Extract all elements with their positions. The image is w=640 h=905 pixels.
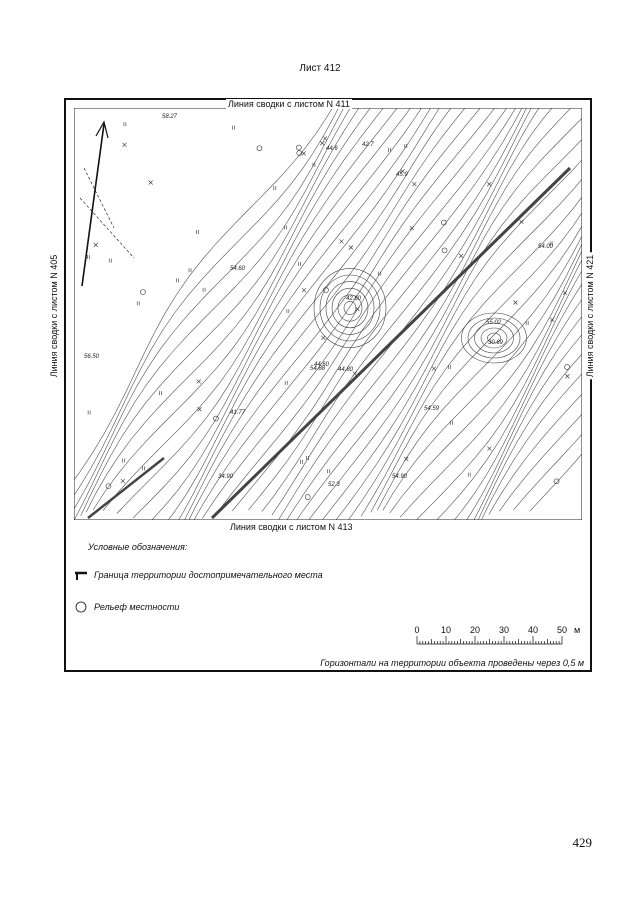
edge-label-left: Линия сводки с листом N 405 <box>49 254 59 378</box>
elevation-label: 52.3 <box>328 482 340 488</box>
contour-interval-note: Горизонтали на территории объекта проведены через 0,5 м <box>320 658 584 668</box>
edge-label-top: Линия сводки с листом N 411 <box>228 99 350 109</box>
elevation-label: 54.59 <box>424 406 440 412</box>
elevation-label: 42.7 <box>362 142 374 148</box>
edge-label-bottom: Линия сводки с листом N 413 <box>230 522 353 532</box>
elevation-label: 56.50 <box>84 354 100 360</box>
legend-label-relief: Рельеф местности <box>94 602 180 612</box>
edge-label-right: Линия сводки с листом N 421 <box>585 254 595 378</box>
scale-tick-10: 10 <box>440 625 452 635</box>
elevation-label: 54.60 <box>230 266 246 272</box>
page-number: 429 <box>572 835 592 850</box>
legend-label-boundary: Граница территории достопримечательного места <box>94 570 323 580</box>
scale-unit: м <box>574 625 581 635</box>
elevation-label: 41.77 <box>230 410 246 416</box>
elevation-label: 54.00 <box>538 244 554 250</box>
scale-tick-0: 0 <box>414 625 420 635</box>
scale-tick-20: 20 <box>469 625 481 635</box>
relief-icon <box>74 601 88 613</box>
legend-item-boundary <box>74 570 323 580</box>
elevation-label: 58.27 <box>162 114 178 120</box>
elevation-label: 45.9 <box>396 172 408 178</box>
elevation-label: 30.69 <box>488 340 504 346</box>
elevation-label: 44.6 <box>326 146 338 152</box>
elevation-label: 44.80 <box>338 367 354 373</box>
scale-tick-50: 50 <box>556 625 568 635</box>
scale-bar <box>414 624 590 650</box>
topographic-map <box>74 108 582 520</box>
sheet-title: Лист 412 <box>299 63 341 74</box>
legend-item-relief <box>74 601 179 613</box>
elevation-label: 55.02 <box>486 320 502 326</box>
elevation-label: 34.90 <box>218 474 234 480</box>
boundary-line-icon <box>74 570 88 580</box>
elevation-label: 54.90 <box>392 474 408 480</box>
elevation-label: 42.60 <box>346 296 362 302</box>
scale-tick-30: 30 <box>498 625 510 635</box>
scale-tick-40: 40 <box>527 625 539 635</box>
legend-title: Условные обозначения: <box>88 542 188 552</box>
elevation-label: 54.88 <box>310 366 326 372</box>
elevation-label: 44.60 <box>314 362 330 368</box>
